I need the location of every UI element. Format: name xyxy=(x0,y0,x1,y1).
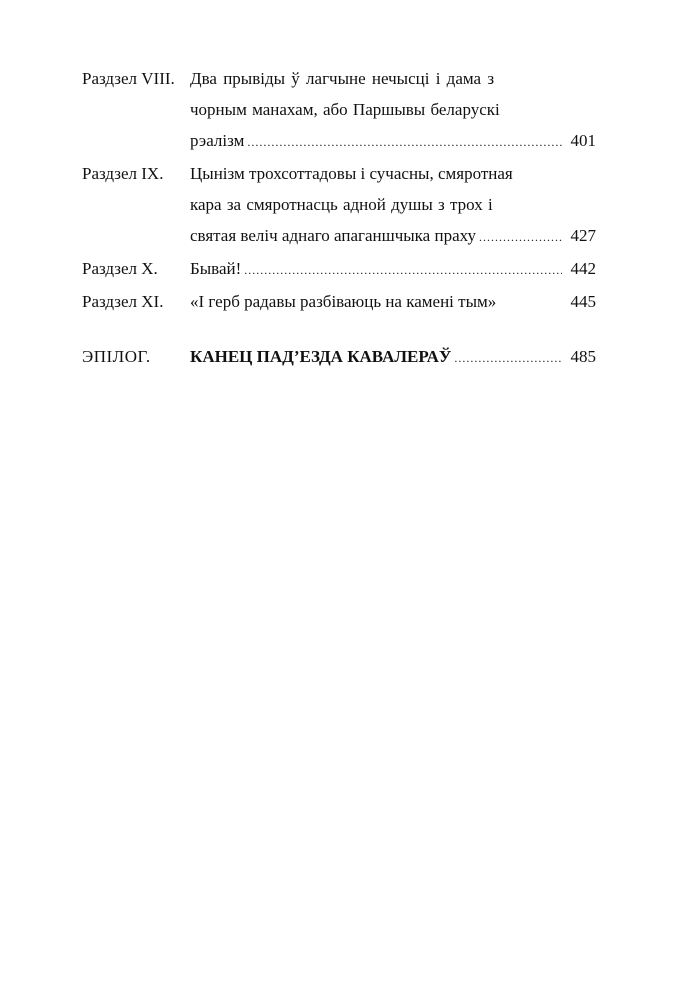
chapter-title xyxy=(190,63,596,158)
page-number: 485 xyxy=(570,347,596,366)
title-last-line xyxy=(190,286,596,319)
page-number: 445 xyxy=(570,292,596,311)
chapter-title xyxy=(190,158,596,253)
section-spacer xyxy=(82,319,596,341)
toc-entry-chapter-10 xyxy=(82,253,596,286)
dot-leader xyxy=(479,222,562,253)
chapter-label: Раздзел XI. xyxy=(82,292,164,311)
chapter-title xyxy=(190,253,596,286)
title-text: святая веліч аднаго апаганшчыка праху xyxy=(190,226,476,245)
table-of-contents xyxy=(82,63,596,374)
title-last-line xyxy=(190,125,596,158)
toc-entry-chapter-11 xyxy=(82,286,596,319)
chapter-label: Раздзел VIII. xyxy=(82,69,175,88)
title-line: кара за смяротнасць адной душы з трох і xyxy=(190,195,493,214)
title-text: «І герб радавы разбіваюць на камені тым» xyxy=(190,292,497,311)
page-number: 401 xyxy=(570,131,596,150)
epilogue-label: ЭПІЛОГ. xyxy=(82,347,151,366)
title-text: Бывай! xyxy=(190,259,242,278)
dot-leader xyxy=(454,343,562,374)
title-text: рэалізм xyxy=(190,131,245,150)
toc-entry-chapter-8 xyxy=(82,63,596,158)
chapter-title xyxy=(190,286,596,319)
title-last-line xyxy=(190,253,596,286)
page-number: 427 xyxy=(570,226,596,245)
title-last-line xyxy=(190,220,596,253)
epilogue-title xyxy=(190,341,596,374)
toc-entry-epilogue xyxy=(82,341,596,374)
dot-leader xyxy=(247,127,562,158)
page-number: 442 xyxy=(570,259,596,278)
title-line: Цынізм трохсоттадовы і сучасны, смяротная xyxy=(190,164,513,183)
title-text: КАНЕЦ ПАД’ЕЗДА КАВАЛЕРАЎ xyxy=(190,347,452,366)
title-last-line xyxy=(190,341,596,374)
chapter-label: Раздзел X. xyxy=(82,259,158,278)
chapter-label: Раздзел IX. xyxy=(82,164,164,183)
title-line: Два прывіды ў лагчыне нечысці і дама з xyxy=(190,69,495,88)
dot-leader xyxy=(244,255,562,286)
title-line: чорным манахам, або Паршывы беларускі xyxy=(190,100,500,119)
toc-entry-chapter-9 xyxy=(82,158,596,253)
